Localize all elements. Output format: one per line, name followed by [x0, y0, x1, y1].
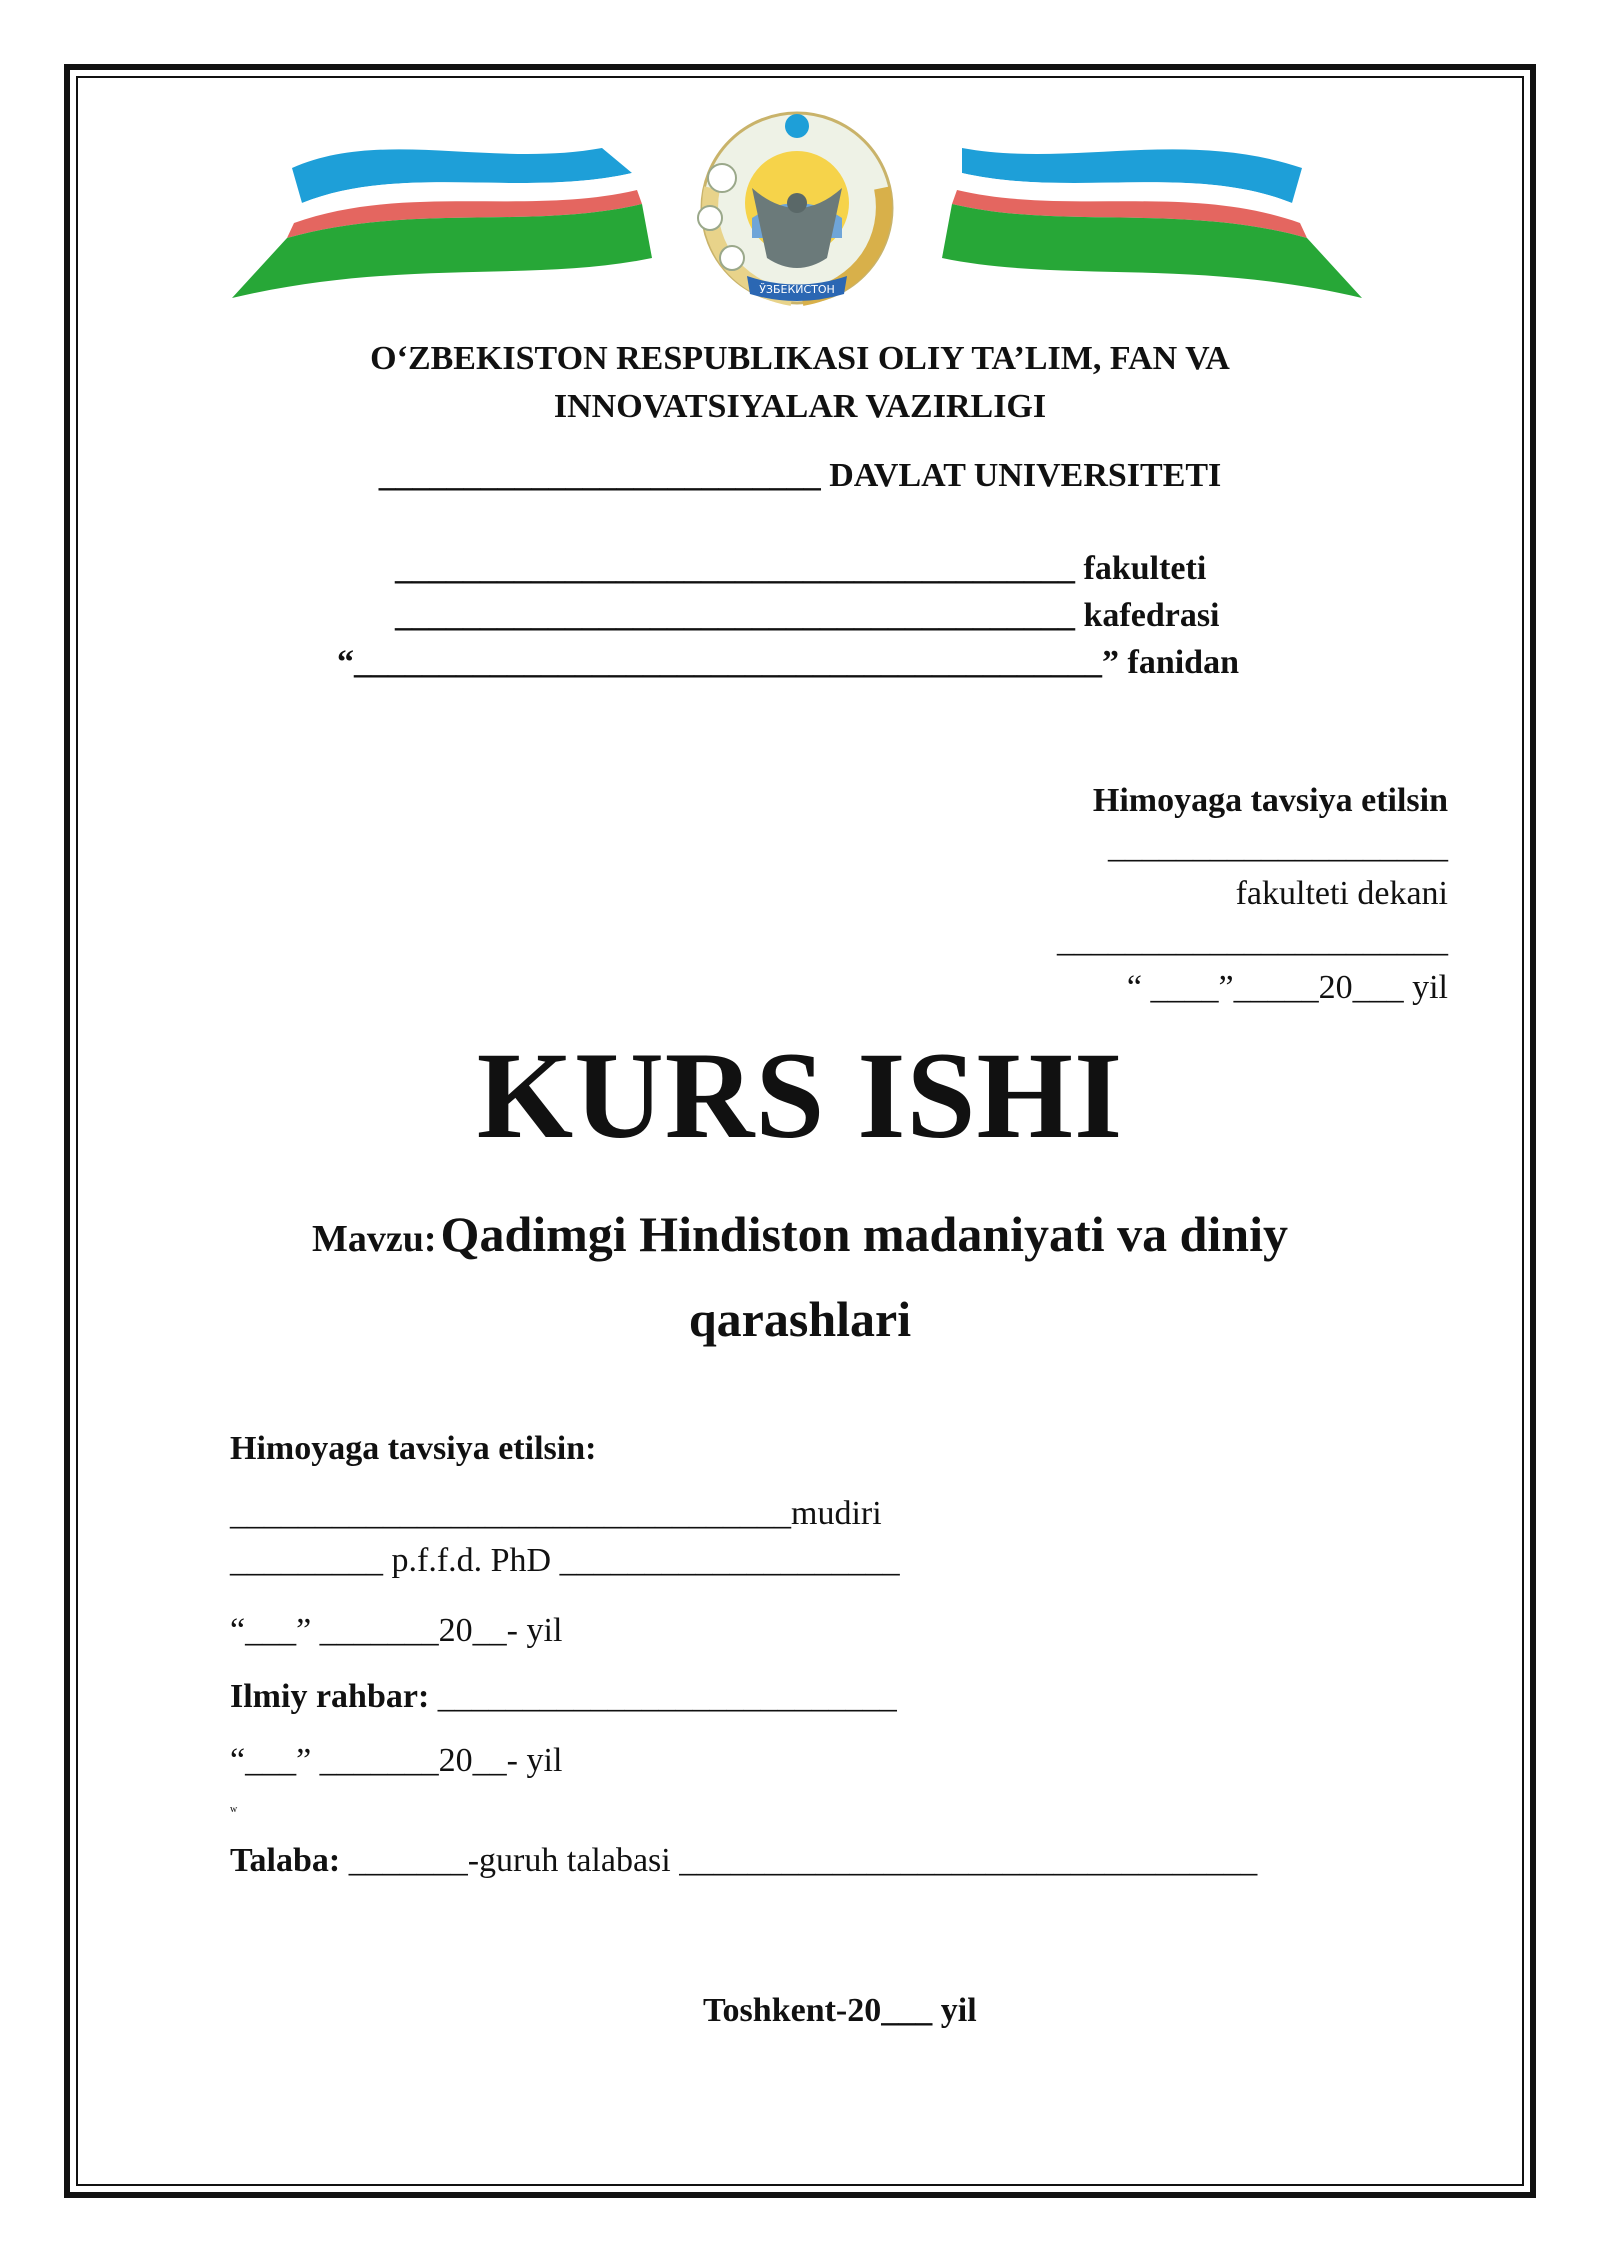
student-label: Talaba:: [230, 1842, 341, 1879]
uzbekistan-coat-of-arms-icon: [232, 108, 1362, 308]
dean-label: fakulteti dekani: [1235, 875, 1448, 912]
faculty-line: ________________________________________ fakulteti: [395, 550, 1207, 587]
supervisor-label: Ilmiy rahbar:: [230, 1678, 430, 1715]
emblem-ribbon-label: ЎЗБЕКИСТОН: [759, 283, 835, 296]
approval-date-top: “ ____”_____20___ yil: [1126, 969, 1448, 1006]
university-name: __________________________ DAVLAT UNIVERSITETI: [378, 457, 1222, 494]
student-text: _______-guruh talabasi __________________________________: [340, 1842, 1258, 1879]
ministry-line-1: O‘ZBEKISTON RESPUBLIKASI OLIY TA’LIM, FAN VA: [370, 340, 1230, 377]
approval-blank-1: ____________________: [1108, 828, 1448, 865]
topic-text-1: Qadimgi Hindiston madaniyati va diniy: [440, 1206, 1288, 1262]
ministry-line-2: INNOVATSIYALAR VAZIRLIGI: [553, 388, 1047, 425]
approval-heading-top: Himoyaga tavsiya etilsin: [1092, 782, 1448, 819]
supervisor-line: [230, 1678, 897, 1716]
approval-blank-2: _______________________: [1057, 922, 1448, 959]
department-line: ________________________________________ kafedrasi: [395, 597, 1220, 634]
topic-label: Mavzu:: [312, 1218, 437, 1260]
topic-line-1: [0, 1205, 1600, 1263]
approval-date-1: “___” _______20__- yil: [230, 1612, 563, 1649]
phd-line: _________ p.f.f.d. PhD ____________________: [230, 1542, 900, 1579]
student-line: [230, 1842, 1257, 1880]
city-year-footer: Toshkent-20___ yil: [703, 1992, 977, 2029]
flag-ribbon-right-icon: [942, 148, 1362, 298]
approval-heading-bottom: Himoyaga tavsiya etilsin:: [230, 1430, 597, 1467]
supervisor-blank: ___________________________: [429, 1678, 897, 1715]
topic-line-2: qarashlari: [688, 1291, 912, 1347]
flag-ribbon-left-icon: [232, 148, 652, 298]
small-mark: w: [230, 1804, 238, 1815]
department-head-line: _________________________________mudiri: [230, 1495, 882, 1532]
approval-date-2: “___” _______20__- yil: [230, 1742, 563, 1779]
document-title: KURS ISHI: [476, 1027, 1124, 1164]
subject-line: “____________________________________________” fanidan: [337, 644, 1239, 681]
